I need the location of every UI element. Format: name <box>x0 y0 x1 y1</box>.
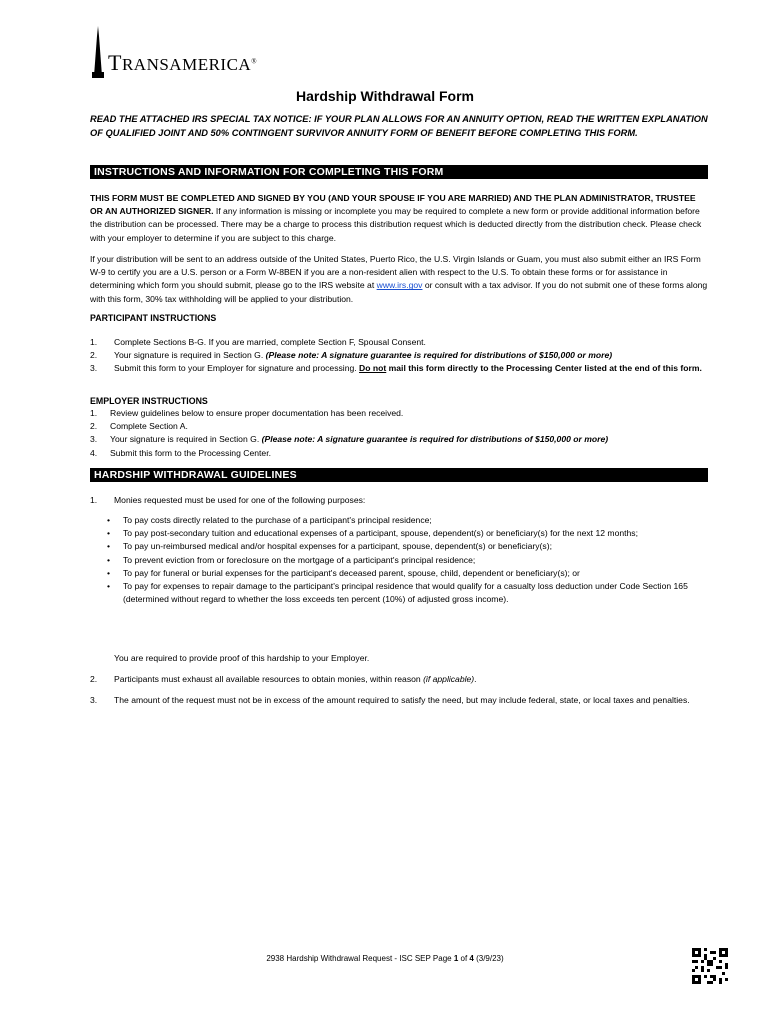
page-title: Hardship Withdrawal Form <box>295 88 474 104</box>
list-item: • To pay post-secondary tuition and educational expenses of a participant, spouse, dependent(s) or beneficiary(s) for the next 12 months; <box>107 528 638 539</box>
qr-code-icon <box>692 948 728 984</box>
tax-notice: READ THE ATTACHED IRS SPECIAL TAX NOTICE: IF YOUR PLAN ALLOWS FOR AN ANNUITY OPTION, READ THE WRITTEN EXPLANATION OF QUALIFIED JOINT AND 50% CONTINGENT SURVIVOR ANNUITY FORM OF BENEFIT BEFORE COMPLETING THIS FORM. <box>90 114 708 138</box>
employer-instructions-heading: EMPLOYER INSTRUCTIONS <box>90 396 208 406</box>
guidelines-section-header: HARDSHIP WITHDRAWAL GUIDELINES <box>90 468 708 482</box>
irs-website-link[interactable]: www.irs.gov <box>376 280 423 291</box>
instructions-section-header: INSTRUCTIONS AND INFORMATION FOR COMPLETING THIS FORM <box>90 165 708 179</box>
guideline-item-2: 2. Participants must exhaust all available resources to obtain monies, within reason (if applicable). <box>90 674 477 684</box>
list-item: • To pay costs directly related to the purchase of a participant's principal residence; <box>107 515 432 525</box>
list-item: 2. Your signature is required in Section G. (Please note: A signature guarantee is required for distributions of $150,000 or more) <box>90 350 613 361</box>
proof-requirement: You are required to provide proof of this hardship to your Employer. <box>114 653 370 663</box>
page-footer: 2938 Hardship Withdrawal Request - ISC SEP Page 1 of 4 (3/9/23) <box>266 954 504 963</box>
employer-instructions-list <box>90 407 708 460</box>
list-item: 2. Complete Section A. <box>90 421 188 432</box>
list-item: • To pay un-reimbursed medical and/or hospital expenses for a participant, spouse, dependent(s) or beneficiary(s); <box>107 541 552 552</box>
list-item: 1. Review guidelines below to ensure proper documentation has been received. <box>90 408 404 418</box>
list-item: 1. Complete Sections B-G. If you are married, complete Section F, Spousal Consent. <box>90 337 426 347</box>
guideline-item-3: 3. The amount of the request must not be in excess of the amount required to satisfy the need, but may include federal, state, or local taxes and penalties. <box>90 695 690 705</box>
brand-name: TRANSAMERICA® <box>108 50 258 75</box>
guideline-item-1: 1. Monies requested must be used for one of the following purposes: <box>90 495 366 505</box>
hardship-purposes-list <box>107 514 697 606</box>
transamerica-logo <box>90 22 257 78</box>
list-item: • To pay for expenses to repair damage to the participant's principal residence that would qualify for a casualty loss deduction under Code Section 165 (determined without regard to whether the loss exceeds ten percent (10%) of adjusted gross income). <box>107 581 688 605</box>
list-item: • To pay for funeral or burial expenses for the participant's deceased parent, spouse, child, dependent or beneficiary(s); or <box>107 567 580 578</box>
instructions-paragraph-2: If your distribution will be sent to an address outside of the United States, Puerto Rico, the U.S. Virgin Islands or Guam, you must also submit either an IRS Form W-9 to certify you are a U.S. person or a Form W-8BEN if you are a non-resident alien with respect to the U.S. To obtain these forms or for assistance in determining which form you should submit, please go to the IRS website at www.irs.gov or consult with a tax advisor. If you do not submit one of these forms along with this form, 30% tax withholding will be applied to your distribution. <box>90 254 708 304</box>
list-item: • To prevent eviction from or foreclosure on the mortgage of a participant's principal residence; <box>107 554 476 565</box>
participant-instructions-heading: PARTICIPANT INSTRUCTIONS <box>90 313 217 323</box>
list-item: 4. Submit this form to the Processing Center. <box>90 447 271 458</box>
list-item: 3. Your signature is required in Section G. (Please note: A signature guarantee is required for distributions of $150,000 or more) <box>90 434 609 445</box>
pyramid-tower-icon <box>90 26 106 78</box>
list-item: 3. Submit this form to your Employer for signature and processing. Do not mail this form directly to the Processing Center listed at the end of this form. <box>90 363 702 374</box>
instructions-paragraph-1: THIS FORM MUST BE COMPLETED AND SIGNED BY YOU (AND YOUR SPOUSE IF YOU ARE MARRIED) AND THE PLAN ADMINISTRATOR, TRUSTEE OR AN AUTHORIZED SIGNER. If any information is missing or incomplete you may be required to complete a new form or provide additional information before the distribution can be processed. There may be a charge to process this distribution request which is deducted directly from the distribution check. Please check with your employer to determine if you are subject to this charge. <box>90 193 702 243</box>
participant-instructions-list <box>90 336 708 376</box>
